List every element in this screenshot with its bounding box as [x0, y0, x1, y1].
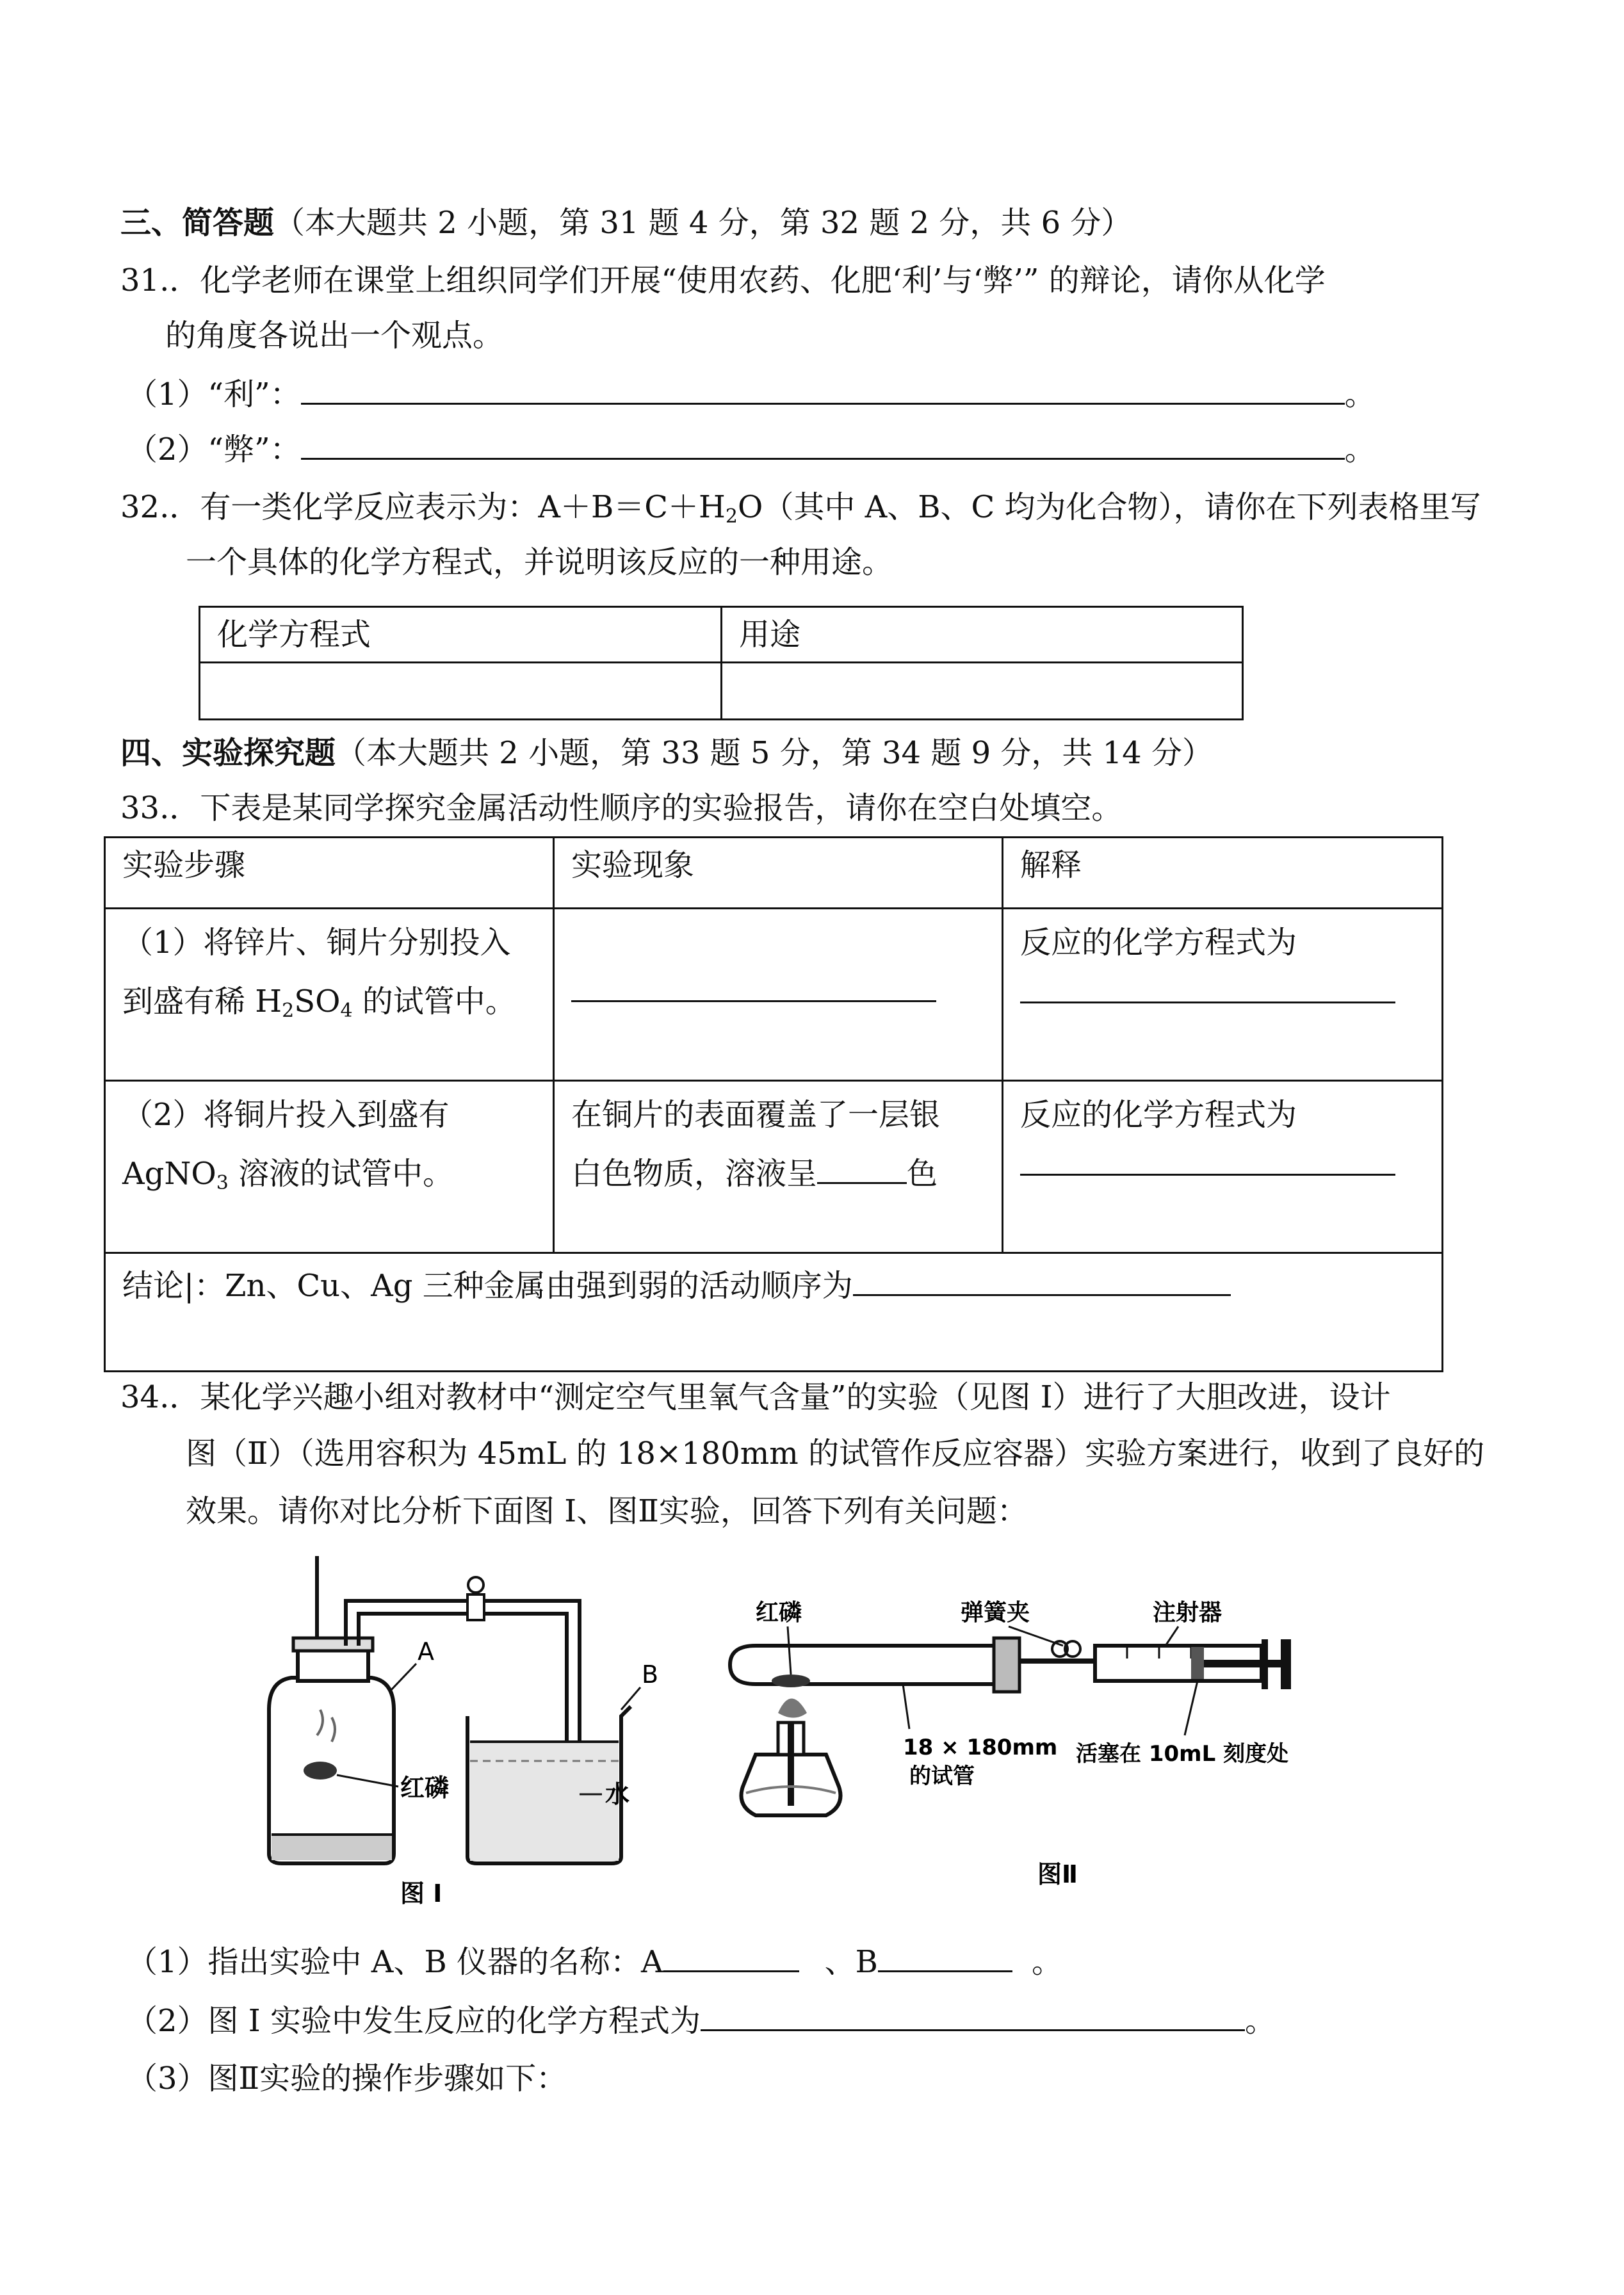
q33-row1-observation — [554, 909, 1003, 1081]
q32-col2-header: 用途 — [722, 607, 1243, 663]
fig1-caption: 图 I — [400, 1879, 443, 1908]
q32-col1-header: 化学方程式 — [200, 607, 722, 663]
q34-s1-row: （1）指出实验中 A、B 仪器的名称：A 、B 。 — [127, 1944, 1062, 1980]
figure-2-apparatus — [717, 1594, 1319, 1902]
q31-bi-end: 。 — [1344, 432, 1376, 467]
q33-header-observation: 实验现象 — [554, 838, 1003, 909]
q33-row1-observation-blank[interactable] — [571, 999, 936, 1002]
q33-row1-equation-blank[interactable] — [1020, 1000, 1395, 1003]
fig1-label-b: B — [642, 1660, 659, 1689]
fig2-label-tube: 的试管 — [909, 1764, 975, 1789]
q34-s2-equation-blank[interactable] — [701, 2004, 1245, 2031]
q31-li-answer-blank[interactable] — [301, 377, 1345, 405]
q31-li-row — [127, 374, 1376, 415]
fig2-label-syringe: 注射器 — [1153, 1600, 1222, 1626]
fig1-label-phosphorus: 红磷 — [400, 1774, 450, 1802]
q33-row2-obs-line2: 白色物质，溶液呈 色 — [571, 1156, 938, 1192]
q33-color-blank[interactable] — [817, 1156, 907, 1184]
q32-equation-cell[interactable] — [200, 663, 722, 720]
section4-heading — [120, 733, 1213, 774]
q32-line2: 一个具体的化学方程式，并说明该反应的一种用途。 — [186, 544, 893, 580]
q33-row1-step-line1: （1）将锌片、铜片分别投入 — [122, 925, 511, 961]
q32-table — [199, 606, 1244, 720]
q33-row2-expl-label: 反应的化学方程式为 — [1020, 1097, 1297, 1133]
q34-line2: 图（Ⅱ）（选用容积为 45mL 的 18×180mm 的试管作反应容器）实验方案进行，收到了良好的 — [186, 1436, 1485, 1472]
q31-bi-answer-blank[interactable] — [301, 432, 1345, 460]
fig2-label-clip: 弹簧夹 — [961, 1600, 1030, 1626]
figure-1-apparatus — [256, 1550, 743, 1908]
q34-b-name-blank[interactable] — [878, 1945, 1012, 1972]
section3-desc: （本大题共 2 小题，第 31 题 4 分，第 32 题 2 分，共 6 分） — [274, 205, 1132, 241]
q34-s1-label: （1）指出实验中 A、B 仪器的名称：A — [127, 1944, 663, 1980]
q33-row2-equation-blank[interactable] — [1020, 1172, 1395, 1176]
clip — [467, 1594, 484, 1620]
q33-row2-step-line1: （2）将铜片投入到盛有 — [122, 1097, 450, 1133]
q31-li-end: 。 — [1344, 377, 1376, 412]
red-phosphorus-spoon — [304, 1762, 337, 1780]
q34-a-name-blank[interactable] — [663, 1945, 799, 1972]
q33-header-step: 实验步骤 — [105, 838, 554, 909]
q31-bi-label: （2）“弊”： — [127, 432, 301, 467]
q32-use-cell[interactable] — [722, 663, 1243, 720]
q32-sub: 2 — [725, 505, 738, 528]
q34-line1: 34.．某化学兴趣小组对教材中“测定空气里氧气含量”的实验（见图 I）进行了大胆改进，设计 — [120, 1379, 1391, 1415]
q33-row2-observation — [554, 1081, 1003, 1253]
q33-row1-step — [105, 909, 554, 1081]
fig2-label-piston: 活塞在 10mL 刻度处 — [1076, 1741, 1289, 1767]
section4-title: 四、实验探究题 — [120, 735, 336, 771]
q34-line3: 效果。请你对比分析下面图 I、图Ⅱ实验，回答下列有关问题： — [186, 1493, 1028, 1529]
q33-row2-explanation — [1003, 1081, 1443, 1253]
q33-row1-explanation — [1003, 909, 1443, 1081]
section3-heading — [120, 202, 1132, 243]
q33-row2-obs-line1: 在铜片的表面覆盖了一层银 — [571, 1097, 941, 1133]
section3-title: 三、简答题 — [120, 205, 275, 241]
q34-s1-b-label: 、B — [824, 1944, 878, 1980]
q32-line1-a: 32.．有一类化学反应表示为：A＋B＝C＋H — [120, 489, 726, 525]
q33-conclusion-blank[interactable] — [853, 1269, 1231, 1296]
fig2-label-phosphorus: 红磷 — [756, 1600, 802, 1626]
q33-header-explanation: 解释 — [1003, 838, 1443, 909]
q34-s2-row: （2）图 I 实验中发生反应的化学方程式为 。 — [127, 2003, 1276, 2039]
q32-line1 — [120, 487, 1481, 528]
q33-row2-step-line2: AgNO$_3$ 溶液的试管中。 — [122, 1156, 454, 1194]
q33-conclusion-label: 结论|：Zn、Cu、Ag 三种金属由强到弱的活动顺序为 — [122, 1268, 853, 1304]
section4-desc: （本大题共 2 小题，第 33 题 5 分，第 34 题 9 分，共 14 分） — [336, 735, 1213, 771]
fig2-caption: 图Ⅱ — [1037, 1860, 1078, 1888]
q31-bi-row — [127, 429, 1376, 470]
q31-li-label: （1）“利”： — [127, 377, 301, 412]
q33-row2-step — [105, 1081, 554, 1253]
q33-table — [104, 836, 1443, 1372]
test-tube — [730, 1646, 999, 1684]
q31-line1: 31.．化学老师在课堂上组织同学们开展“使用农药、化肥‘利’与‘弊’” 的辩论，请你从化学 — [120, 263, 1326, 298]
q34-s3: （3）图Ⅱ实验的操作步骤如下： — [127, 2061, 567, 2096]
fig2-label-tube-size: 18 × 180mm — [903, 1735, 1058, 1760]
q33-row1-step-line2: 到盛有稀 $H_2SO_4$ 的试管中。 — [122, 984, 516, 1022]
q32-line1-b: O（其中 A、B、C 均为化合物），请你在下列表格里写 — [737, 489, 1481, 525]
q34-s2-label: （2）图 I 实验中发生反应的化学方程式为 — [127, 2003, 701, 2039]
q33-conclusion-cell — [105, 1253, 1443, 1372]
fig1-label-a: A — [418, 1637, 434, 1666]
q33-line1: 33.．下表是某同学探究金属活动性顺序的实验报告，请你在空白处填空。 — [120, 790, 1123, 826]
q31-line2: 的角度各说出一个观点。 — [165, 318, 504, 353]
fig1-label-water: 水 — [605, 1780, 630, 1808]
q33-row1-expl-label: 反应的化学方程式为 — [1020, 925, 1297, 961]
